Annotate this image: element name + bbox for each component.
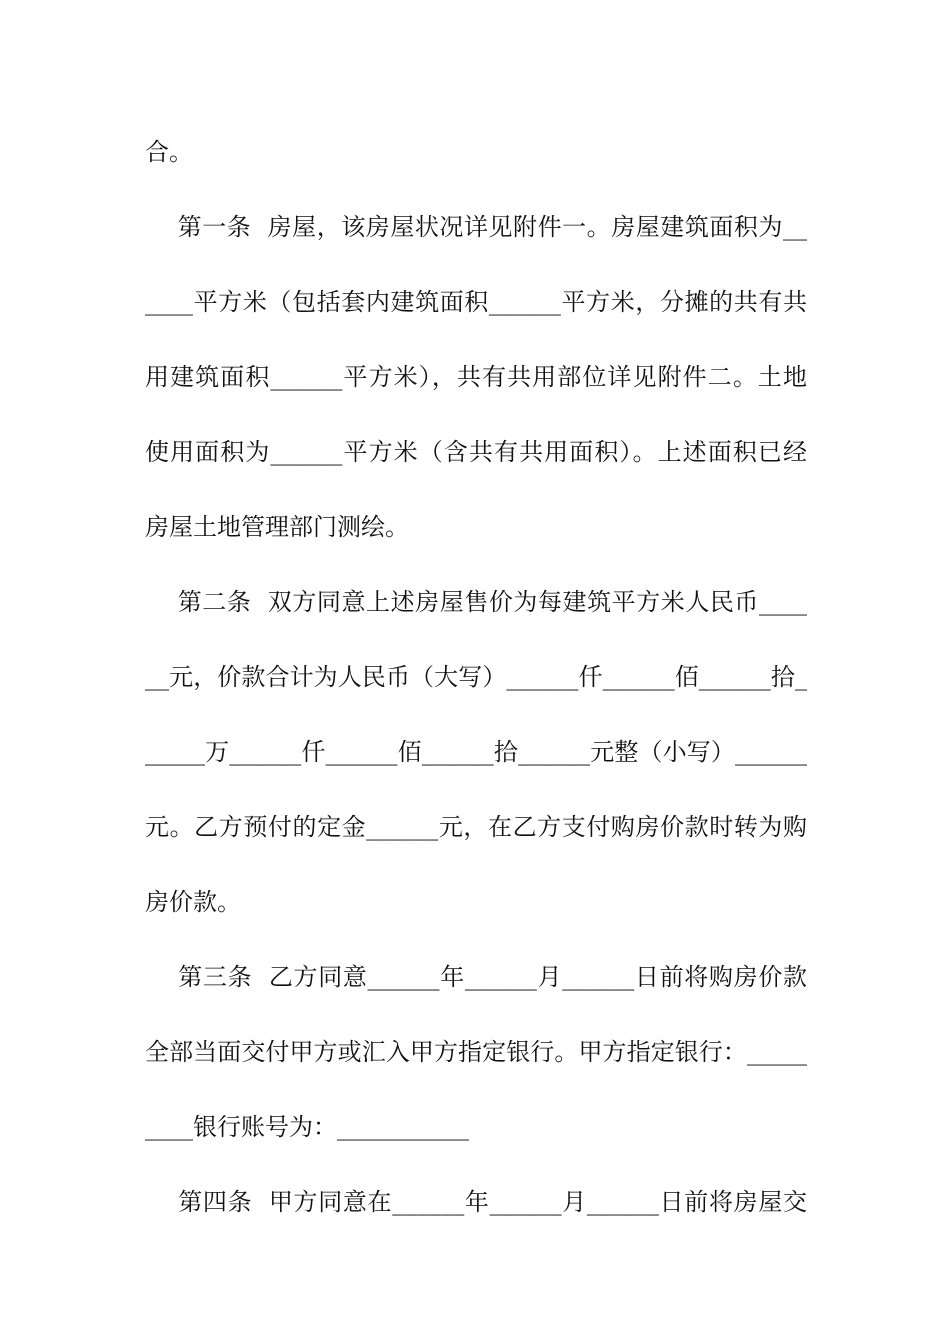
article-2-line-4: 元。乙方预付的定金______元，在乙方支付购房价款时转为购 bbox=[145, 813, 807, 841]
article-1-line-5: 房屋土地管理部门测绘。 bbox=[145, 513, 409, 541]
article-4-line-1: 第四条 甲方同意在______年______月______日前将房屋交 bbox=[145, 1188, 807, 1216]
article-3-line-2: 全部当面交付甲方或汇入甲方指定银行。甲方指定银行：_____ bbox=[145, 1038, 807, 1066]
article-2-line-2: __元，价款合计为人民币（大写）______仟______佰______拾_ bbox=[145, 663, 807, 691]
article-2-line-5: 房价款。 bbox=[145, 888, 241, 916]
article-2-line-3: _____万______仟______佰______拾______元整（小写）______ bbox=[145, 738, 807, 766]
article-2-line-1: 第二条 双方同意上述房屋售价为每建筑平方米人民币____ bbox=[145, 588, 807, 616]
article-1-line-2: ____平方米（包括套内建筑面积______平方米，分摊的共有共 bbox=[145, 288, 807, 316]
article-1-line-4: 使用面积为______平方米（含共有共用面积）。上述面积已经 bbox=[145, 438, 807, 466]
article-1-line-1: 第一条 房屋，该房屋状况详见附件一。房屋建筑面积为__ bbox=[145, 213, 807, 241]
article-3-line-1: 第三条 乙方同意______年______月______日前将购房价款 bbox=[145, 963, 807, 991]
article-1-line-3: 用建筑面积______平方米），共有共用部位详见附件二。土地 bbox=[145, 363, 807, 391]
text-line-1: 合。 bbox=[145, 138, 193, 166]
article-3-line-3: ____银行账号为：___________ bbox=[145, 1113, 469, 1141]
